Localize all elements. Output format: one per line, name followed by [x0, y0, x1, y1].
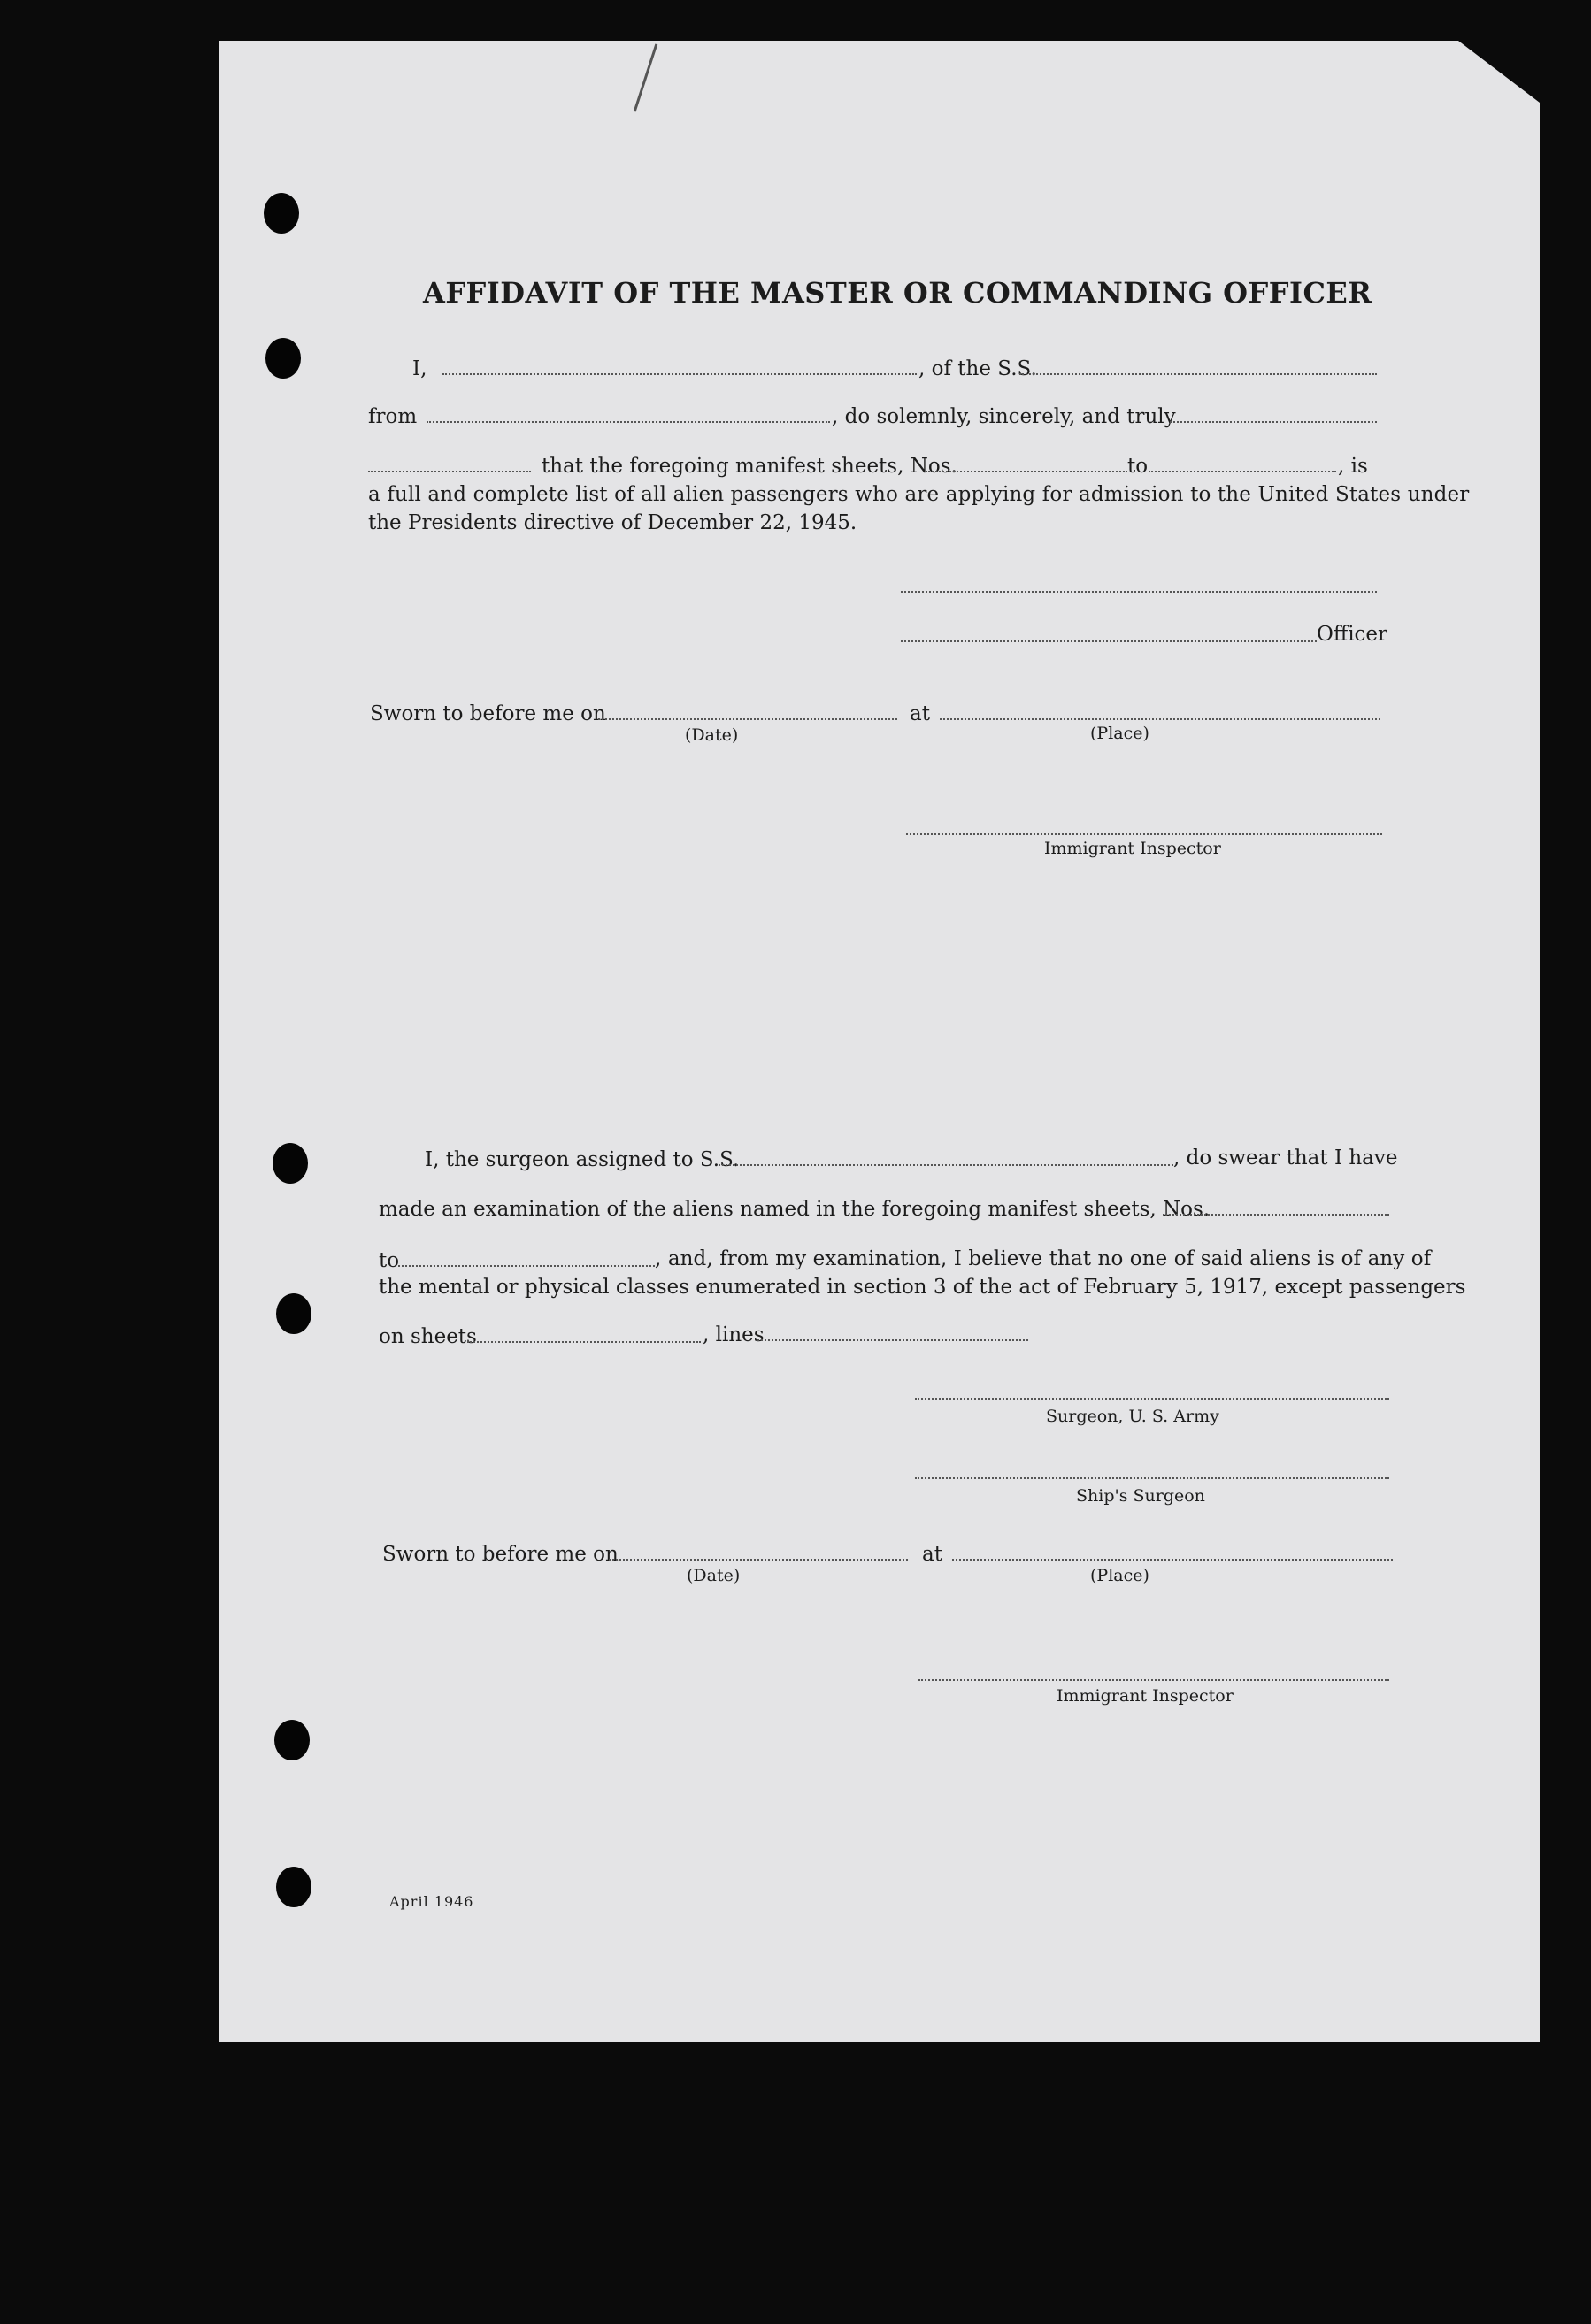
surgeon-on-sheets-label: on sheets	[379, 1325, 477, 1348]
officer-label: Officer	[1317, 623, 1388, 646]
surgeon-inspector-signature-line[interactable]	[918, 1679, 1389, 1681]
master-body-line-3: the Presidents directive of December 22, 1945.	[368, 511, 857, 534]
manifest-sheets-label: that the foregoing manifest sheets, Nos.	[542, 455, 957, 478]
surgeon-inspector-label: Immigrant Inspector	[1057, 1686, 1234, 1706]
master-place-caption: (Place)	[1090, 724, 1149, 743]
officer-signature-line-1[interactable]	[901, 591, 1377, 593]
is-label: , is	[1338, 455, 1368, 478]
manifest-from-field[interactable]	[926, 471, 1127, 472]
surgeon-lines-field[interactable]	[757, 1339, 1028, 1341]
punch-hole	[276, 1867, 311, 1907]
form-page	[219, 41, 1540, 2042]
solemnly-label: , do solemnly, sincerely, and truly	[832, 405, 1176, 428]
surgeon-manifest-from-field[interactable]	[1163, 1214, 1389, 1216]
army-surgeon-signature-line[interactable]	[915, 1398, 1389, 1400]
punch-hole	[276, 1293, 311, 1334]
surgeon-sworn-date-field[interactable]	[609, 1559, 908, 1561]
footer-date: April 1946	[389, 1893, 474, 1910]
surgeon-lines-label: , lines	[703, 1323, 765, 1346]
master-sworn-place-field[interactable]	[940, 718, 1380, 720]
surgeon-manifest-to-field[interactable]	[398, 1265, 655, 1267]
form-title: AFFIDAVIT OF THE MASTER OR COMMANDING OFFICER	[423, 276, 1372, 310]
punch-hole	[265, 338, 301, 379]
punch-hole	[273, 1143, 308, 1184]
ship-name-field[interactable]	[1019, 373, 1377, 375]
surgeon-to-label: to	[379, 1249, 400, 1272]
master-inspector-signature-line[interactable]	[906, 833, 1382, 835]
master-inspector-label: Immigrant Inspector	[1044, 839, 1221, 858]
surgeon-at-label: at	[922, 1543, 942, 1566]
surgeon-classes-line: the mental or physical classes enumerated in section 3 of the act of February 5, 1917, except passengers	[379, 1276, 1466, 1299]
army-surgeon-label: Surgeon, U. S. Army	[1046, 1407, 1219, 1426]
from-label: from	[368, 405, 418, 428]
master-name-field[interactable]	[442, 373, 917, 375]
manifest-prefix-field[interactable]	[368, 471, 531, 472]
swear-field[interactable]	[1170, 421, 1377, 423]
from-port-field[interactable]	[427, 421, 830, 423]
punch-hole	[274, 1720, 310, 1760]
ships-surgeon-label: Ship's Surgeon	[1076, 1486, 1205, 1506]
surgeon-assigned-label: I, the surgeon assigned to S.S.	[425, 1148, 740, 1171]
ships-surgeon-signature-line[interactable]	[915, 1477, 1389, 1479]
surgeon-place-caption: (Place)	[1090, 1566, 1149, 1585]
manifest-to-field[interactable]	[1149, 471, 1336, 472]
manifest-to-label: to	[1127, 455, 1149, 478]
surgeon-sworn-label: Sworn to before me on	[382, 1543, 619, 1566]
surgeon-sworn-place-field[interactable]	[952, 1559, 1393, 1561]
master-date-caption: (Date)	[685, 725, 739, 745]
master-sworn-label: Sworn to before me on	[370, 702, 606, 725]
officer-signature-line-2[interactable]	[901, 640, 1317, 642]
surgeon-swear-label: , do swear that I have	[1173, 1147, 1398, 1170]
of-ss-label: , of the S.S.	[918, 357, 1037, 380]
surgeon-date-caption: (Date)	[687, 1566, 741, 1585]
master-i-label: I,	[412, 357, 427, 380]
master-at-label: at	[910, 702, 930, 725]
surgeon-ship-field[interactable]	[719, 1164, 1173, 1166]
surgeon-sheets-field[interactable]	[467, 1341, 701, 1343]
master-sworn-date-field[interactable]	[598, 718, 897, 720]
master-body-line-2: a full and complete list of all alien passengers who are applying for admission to the United States under	[368, 483, 1470, 506]
surgeon-belief-label: , and, from my examination, I believe that no one of said aliens is of any of	[655, 1247, 1432, 1270]
surgeon-examination-label: made an examination of the aliens named in the foregoing manifest sheets, Nos.	[379, 1198, 1211, 1221]
punch-hole	[264, 193, 299, 234]
